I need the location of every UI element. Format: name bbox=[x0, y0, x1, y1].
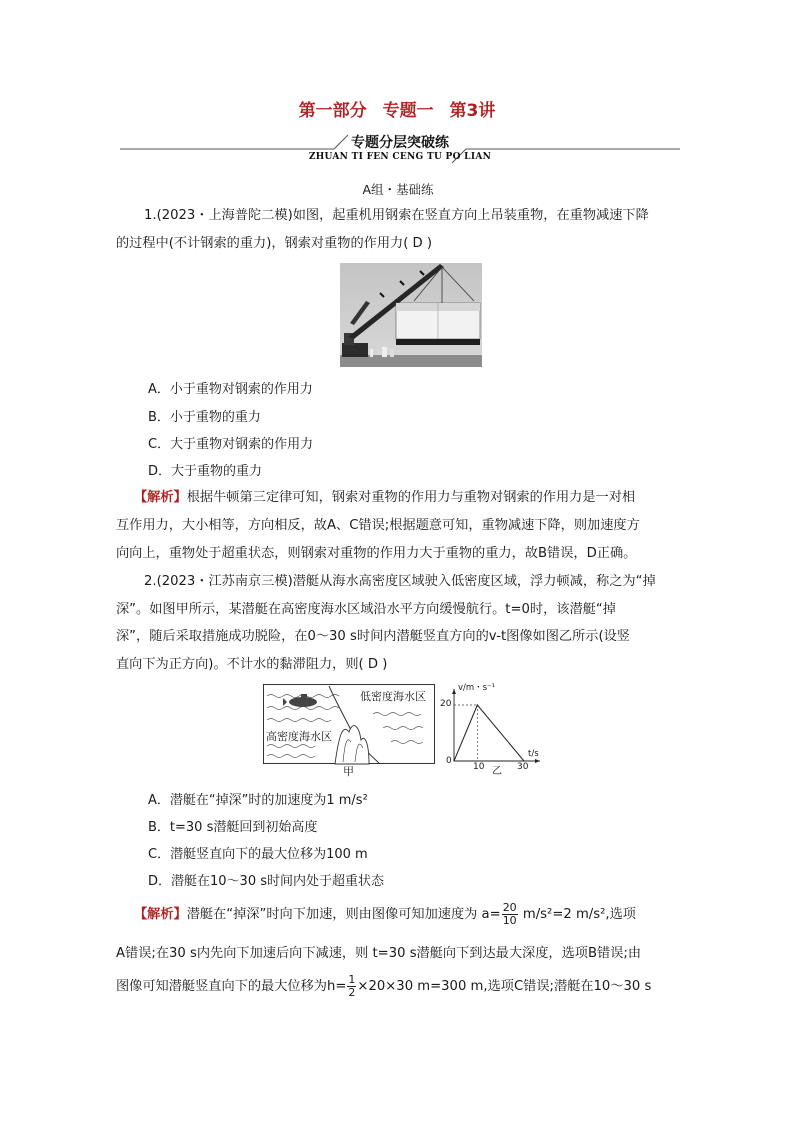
q2-analysis-text1-end: m/s²=2 m/s²,选项 bbox=[518, 907, 636, 922]
q1-option-b: B．小于重物的重力 bbox=[148, 410, 261, 425]
q2-stem-line1: 2.(2023・江苏南京三模)潜艇从海水高密度区域驶入低密度区域，浮力顿减，称之为“掉 bbox=[144, 574, 656, 589]
fraction-denominator: 2 bbox=[348, 985, 356, 999]
crane-photo bbox=[340, 263, 482, 371]
q2-option-d: D．潜艇在10～30 s时间内处于超重状态 bbox=[148, 874, 384, 889]
figure-yi-caption: 乙 bbox=[492, 766, 502, 777]
x-axis-label: t/s bbox=[528, 749, 539, 759]
q1-analysis-line2: 互作用力，大小相等，方向相反，故A、C错误;根据题意可知，重物减速下降，则加速度方 bbox=[116, 518, 640, 533]
q1-option-c: C．大于重物对钢索的作用力 bbox=[148, 437, 314, 452]
q2-option-c: C．潜艇竖直向下的最大位移为100 m bbox=[148, 847, 368, 862]
fraction-denominator: 10 bbox=[502, 913, 517, 927]
high-density-label: 高密度海水区 bbox=[266, 730, 332, 743]
group-title: A组・基础练 bbox=[362, 182, 434, 197]
y-tick-20: 20 bbox=[440, 699, 452, 709]
section-banner bbox=[120, 128, 680, 168]
q2-analysis-text3: 图像可知潜艇竖直向下的最大位移为h= bbox=[116, 979, 347, 994]
fraction-numerator: 1 bbox=[348, 972, 356, 986]
figure-jia-caption: 甲 bbox=[343, 765, 354, 778]
data-point-1 bbox=[477, 704, 478, 705]
x-axis-arrow bbox=[535, 759, 540, 763]
banner-subtitle: ZHUAN TI FEN CENG TU PO LIAN bbox=[308, 152, 492, 162]
banner-title: 专题分层突破练 bbox=[351, 135, 449, 151]
q2-analysis-text1: 潜艇在“掉深”时向下加速，则由图像可知加速度为 a= bbox=[186, 907, 501, 922]
y-axis-label: v/m・s⁻¹ bbox=[458, 683, 495, 693]
data-point-0 bbox=[453, 760, 454, 761]
q2-analysis-line3 bbox=[116, 972, 680, 1002]
q2-analysis-line2: A错误;在30 s内先向下加速后向下减速，则 t=30 s潜艇向下到达最大深度，选项B错误;由 bbox=[116, 946, 642, 961]
q2-stem-line2: 深”。如图甲所示，某潜艇在高密度海水区域沿水平方向缓慢航行。t=0时，该潜艇“掉 bbox=[116, 602, 616, 617]
q2-analysis-tag: 【解析】 bbox=[134, 907, 187, 922]
q1-option-d: D．大于重物的重力 bbox=[148, 464, 263, 479]
q2-stem-line4: 直向下为正方向)。不计水的黏滞阻力，则( D ) bbox=[116, 657, 388, 672]
q1-analysis-tag: 【解析】 bbox=[134, 490, 187, 505]
figure-yi bbox=[440, 683, 544, 783]
fraction-numerator: 20 bbox=[502, 900, 517, 914]
q1-analysis-text1: 根据牛顿第三定律可知，钢索对重物的作用力与重物对钢索的作用力是一对相 bbox=[186, 490, 636, 505]
q2-option-b: B．t=30 s潜艇回到初始高度 bbox=[148, 820, 318, 835]
q2-option-a: A．潜艇在“掉深”时的加速度为1 m/s² bbox=[148, 793, 368, 808]
page-title: 第一部分 专题一 第3讲 bbox=[298, 101, 496, 121]
origin-label: 0 bbox=[446, 756, 452, 766]
figure-jia bbox=[263, 684, 435, 780]
x-tick-30: 30 bbox=[517, 762, 529, 772]
x-tick-10: 10 bbox=[473, 762, 485, 772]
q2-stem-line3: 深”，随后采取措施成功脱险，在0～30 s时间内潜艇竖直方向的v-t图像如图乙所示(设竖 bbox=[116, 629, 630, 644]
q1-option-a: A．小于重物对钢索的作用力 bbox=[148, 382, 313, 397]
low-density-label: 低密度海水区 bbox=[360, 690, 426, 703]
q2-analysis-line1 bbox=[134, 900, 680, 930]
velocity-series-line bbox=[454, 705, 524, 761]
q1-analysis-line3: 向向上，重物处于超重状态，则钢索对重物的作用力大于重物的重力，故B错误，D正确。 bbox=[116, 546, 637, 561]
q1-stem-line1: 1.(2023・上海普陀二模)如图，起重机用钢索在竖直方向上吊装重物，在重物减速下降 bbox=[144, 208, 649, 223]
fraction-20-over-10 bbox=[502, 902, 518, 927]
y-axis-arrow bbox=[452, 689, 456, 694]
fraction-1-over-2 bbox=[347, 974, 356, 999]
q1-analysis-line1 bbox=[134, 484, 680, 512]
q1-stem-line2: 的过程中(不计钢索的重力)，钢索对重物的作用力( D ) bbox=[116, 236, 433, 251]
q2-analysis-text3-end: ×20×30 m=300 m,选项C错误;潜艇在10～30 s bbox=[357, 979, 652, 994]
